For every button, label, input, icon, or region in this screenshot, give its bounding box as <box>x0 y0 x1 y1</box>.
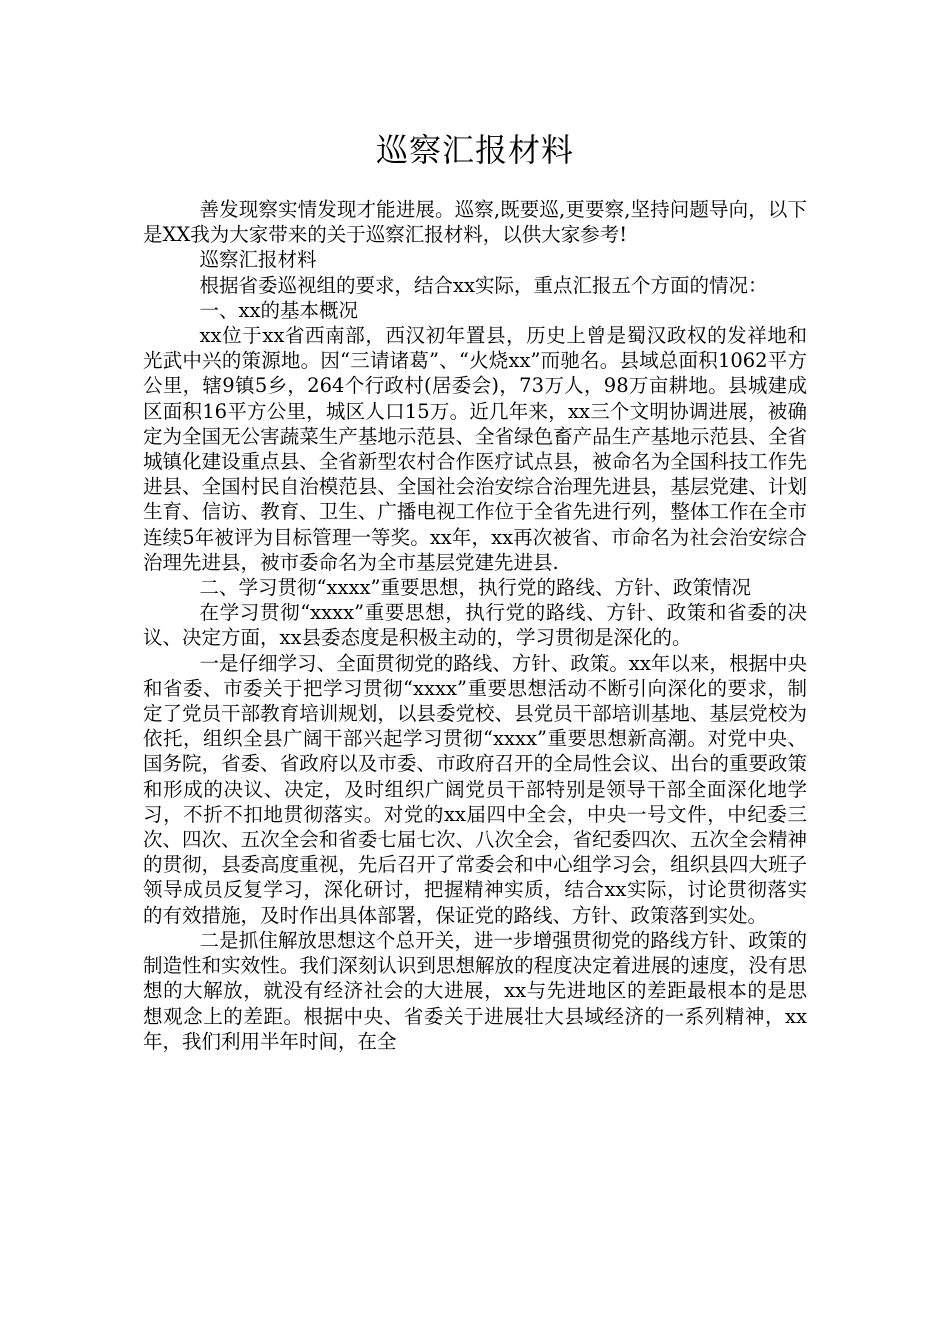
overview-paragraph: xx位于xx省西南部，西汉初年置县，历史上曾是蜀汉政权的发祥地和光武中兴的策源地。因“三请诸葛”、“火烧xx”而驰名。县域总面积1062平方公里，辖9镇5乡，264个行政村(居委会)，73万人，98万亩耕地。县城建成区面积16平方公里，城区人口15万。近几年来，xx三个文明协调进展，被确定为全国无公害蔬菜生产基地示范县、全省绿色畜产品生产基地示范县、全省城镇化建设重点县、全省新型农村合作医疗试点县，被命名为全国科技工作先进县、全国村民自治模范县、全国社会治安综合治理先进县，基层党建、计划生育、信访、教育、卫生、广播电视工作位于全省先进行列，整体工作在全市连续5年被评为目标管理一等奖。xx年，xx再次被省、市命名为社会治安综合治理先进县，被市委命名为全市基层党建先进县. <box>143 324 807 574</box>
document-title: 巡察汇报材料 <box>375 131 574 169</box>
document-body <box>143 197 807 1054</box>
point-one-paragraph: 一是仔细学习、全面贯彻党的路线、方针、政策。xx年以来，根据中央和省委、市委关于把学习贯彻“xxxx”重要思想活动不断引向深化的要求，制定了党员干部教育培训规划，以县委党校、县党员干部培训基地、基层党校为依托，组织全县广阔干部兴起学习贯彻“xxxx”重要思想新高潮。对党中央、国务院，省委、省政府以及市委、市政府召开的全局性会议、出台的重要政策和形成的决议、决定，及时组织广阔党员干部特别是领导干部全面深化地学习，不折不扣地贯彻落实。对党的xx届四中全会，中央一号文件，中纪委三次、四次、五次全会和省委七届七次、八次全会，省纪委四次、五次全会精神的贯彻，县委高度重视，先后召开了常委会和中心组学习会，组织县四大班子领导成员反复学习，深化研讨，把握精神实质，结合xx实际，讨论贯彻落实的有效措施，及时作出具体部署，保证党的路线、方针、政策落到实处。 <box>143 651 807 927</box>
opening-paragraph: 根据省委巡视组的要求，结合xx实际，重点汇报五个方面的情况： <box>199 273 768 297</box>
intro-paragraph: 善发现察实情发现才能进展。巡察,既要巡,更要察,坚持问题导向，以下是XX我为大家带来的关于巡察汇报材料，以供大家参考! <box>143 198 807 247</box>
point-two-paragraph: 二是抓住解放思想这个总开关，进一步增强贯彻党的路线方针、政策的制造性和实效性。我们深刻认识到思想解放的程度决定着进展的速度，没有思想的大解放，就没有经济社会的大进展，xx与先进地区的差距最根本的是思想观念上的差距。根据中央、省委关于进展壮大县域经济的一系列精神，xx年，我们利用半年时间，在全 <box>143 928 807 1053</box>
section-heading-2: 二、学习贯彻“xxxx”重要思想，执行党的路线、方针、政策情况 <box>199 576 751 600</box>
section-heading-1: 一、xx的基本概况 <box>199 298 359 322</box>
subtitle-paragraph: 巡察汇报材料 <box>199 248 317 272</box>
study-paragraph: 在学习贯彻“xxxx”重要思想，执行党的路线、方针、政策和省委的决议、决定方面，xx县委态度是积极主动的，学习贯彻是深化的。 <box>143 601 807 650</box>
